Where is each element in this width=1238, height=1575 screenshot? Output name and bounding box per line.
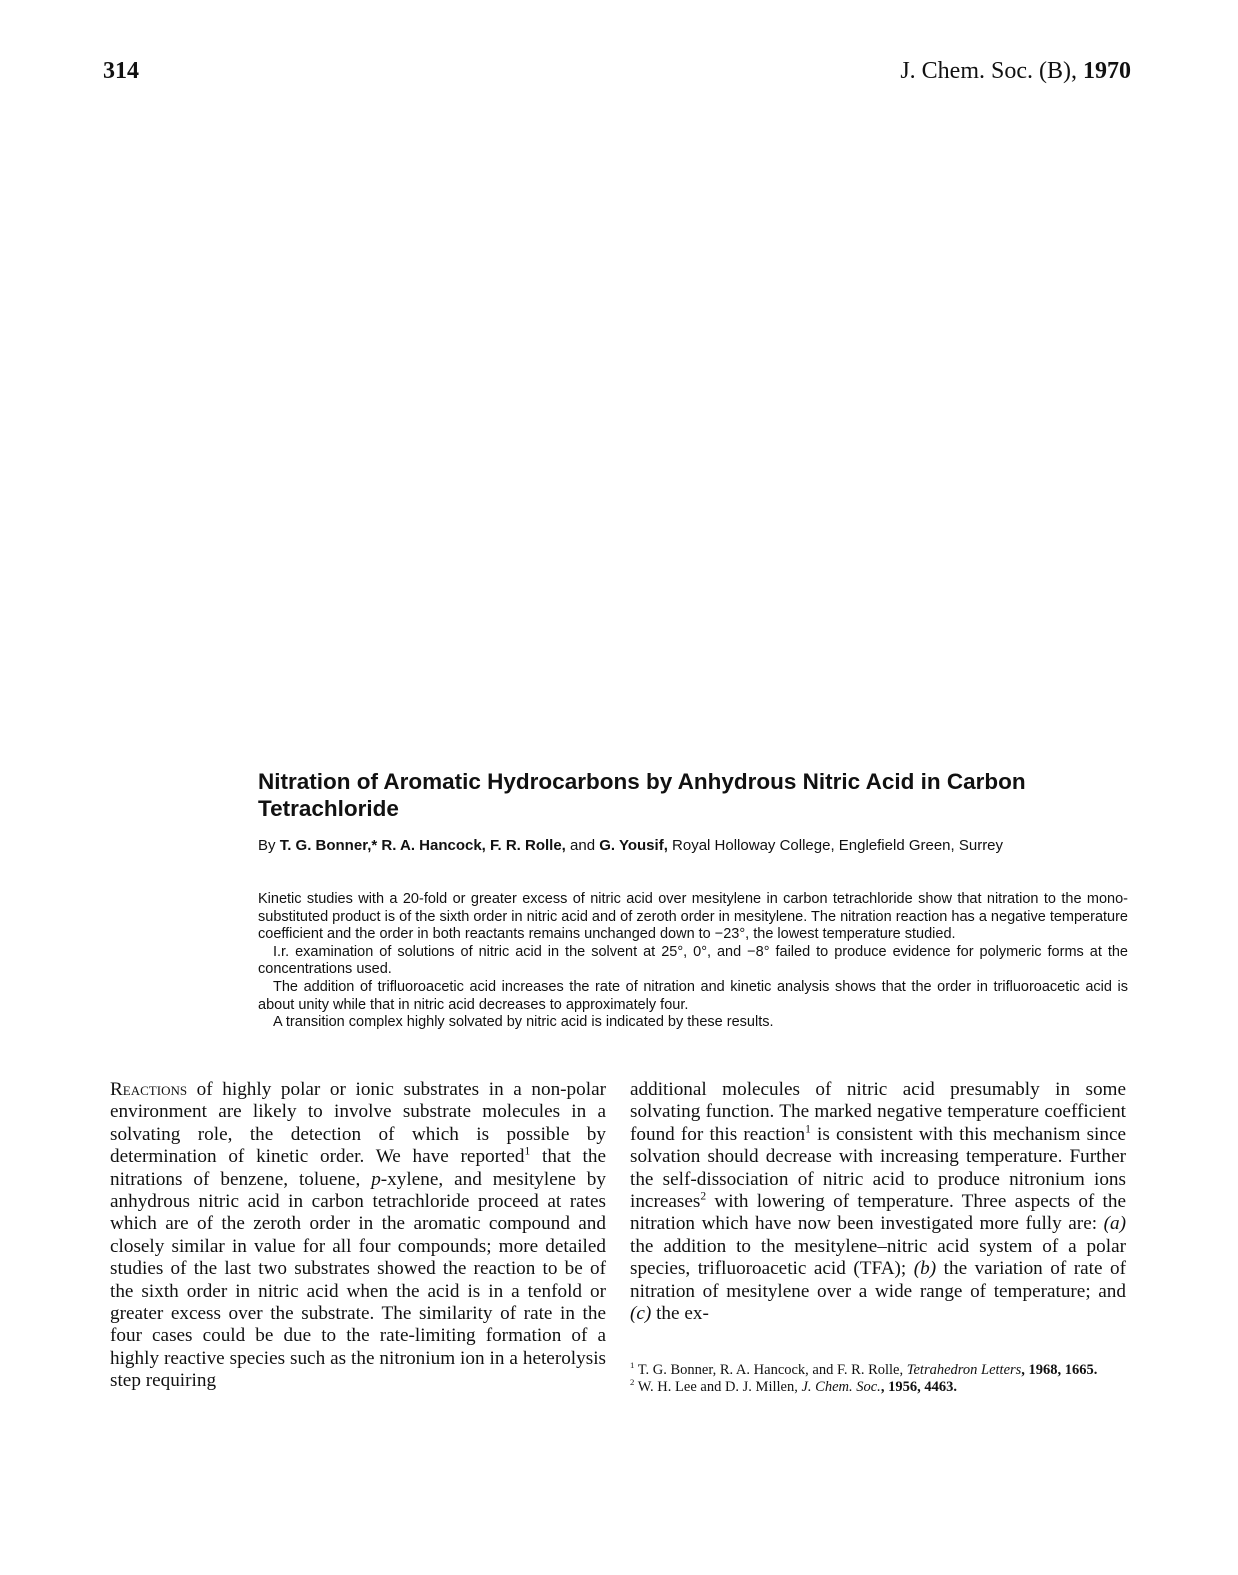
and-label: and bbox=[570, 837, 596, 854]
footnotes bbox=[630, 1362, 1126, 1396]
footnote bbox=[630, 1379, 1126, 1396]
footnote-journal: J. Chem. Soc. bbox=[801, 1379, 881, 1395]
reference-marker: 1 bbox=[805, 1123, 811, 1136]
author-line bbox=[258, 836, 1128, 855]
footnote bbox=[630, 1362, 1126, 1379]
body-text: additional molecules of nitric acid presumably in some solvating function. The marked negative temperature coefficient found for this reaction bbox=[630, 1079, 1126, 1145]
footnote-authors: T. G. Bonner, R. A. Hancock, and F. R. Rolle, bbox=[634, 1362, 907, 1378]
journal-name: J. Chem. Soc. (B), bbox=[900, 58, 1077, 84]
italic-text: (a) bbox=[1103, 1213, 1126, 1235]
reference-marker: 2 bbox=[700, 1190, 707, 1203]
body-text: is consistent with this mechanism since solvation should decrease with increasing temperature. Further the self-dissociation of nitric acid to produce nitronium ions increases bbox=[630, 1123, 1126, 1213]
lead-word: Reactions bbox=[110, 1079, 188, 1100]
body-column-left bbox=[110, 1079, 606, 1393]
body-paragraph bbox=[630, 1079, 1126, 1325]
article-title: Nitration of Aromatic Hydrocarbons by Anhydrous Nitric Acid in Carbon Tetrachloride bbox=[258, 769, 1026, 821]
italic-text: (c) bbox=[630, 1303, 652, 1325]
body-text: the addition to the mesitylene–nitric acid system of a polar species, trifluoroacetic acid (TFA); bbox=[630, 1235, 1126, 1280]
footnote-details: , 1956, 4463. bbox=[880, 1379, 957, 1395]
footnote-number: 2 bbox=[630, 1377, 635, 1388]
body-text: -xylene, and mesitylene by anhydrous nitric acid in carbon tetrachloride proceed at rates which are of the zeroth order in the aromatic compound and closely similar in value for all four compounds; more detailed studies of the last two substrates showed the reaction to be of the sixth order in nitric acid when the acid is in a tenfold or greater excess over the substrate. The similarity of rate in the four cases could be due to the rate-limiting formation of a highly reactive species such as the nitronium ion in a heterolysis step requiring bbox=[110, 1168, 606, 1392]
footnote-authors: W. H. Lee and D. J. Millen, bbox=[634, 1379, 802, 1395]
body-column-right bbox=[630, 1079, 1126, 1325]
italic-text: p bbox=[371, 1168, 381, 1190]
by-label: By bbox=[258, 837, 276, 854]
affiliation: Royal Holloway College, Englefield Green, Surrey bbox=[672, 837, 1004, 854]
italic-text: (b) bbox=[913, 1258, 937, 1280]
abstract-paragraph: A transition complex highly solvated by nitric acid is indicated by these results. bbox=[273, 1014, 774, 1031]
abstract-paragraph: Kinetic studies with a 20-fold or greater excess of nitric acid over mesitylene in carbon tetrachloride show that nitration to the mono-substituted product is of the sixth order in nitric acid and of zeroth order in mesitylene. The nitration reaction has a negative temperature coefficient and the order in both reactants remains unchanged down to −23°, the lowest temperature studied. bbox=[258, 891, 1128, 943]
page-number: 314 bbox=[103, 58, 139, 84]
journal-year: 1970 bbox=[1083, 58, 1131, 84]
footnote-journal: Tetrahedron Letters bbox=[906, 1362, 1022, 1378]
body-text: the variation of rate of nitration of mesitylene over a wide range of temperature; and bbox=[630, 1258, 1126, 1302]
body-text: with lowering of temperature. Three aspects of the nitration which have now been investigated more fully are: bbox=[630, 1191, 1126, 1235]
abstract-paragraph: I.r. examination of solutions of nitric acid in the solvent at 25°, 0°, and −8° failed to produce evidence for polymeric forms at the concentrations used. bbox=[258, 943, 1128, 978]
journal-reference bbox=[900, 58, 1131, 85]
body-text: the ex- bbox=[651, 1303, 709, 1325]
author-last: G. Yousif, bbox=[599, 837, 668, 854]
author-names: T. G. Bonner,* R. A. Hancock, F. R. Rolle, bbox=[279, 837, 566, 854]
reference-marker: 1 bbox=[524, 1145, 531, 1158]
body-text: of highly polar or ionic substrates in a non-polar environment are likely to involve substrate molecules in a solvating role, the detection of which is possible by determination of kinetic order. We have reported bbox=[110, 1079, 606, 1168]
footnote-details: , 1968, 1665. bbox=[1021, 1362, 1098, 1378]
abstract bbox=[258, 891, 1128, 1032]
body-paragraph bbox=[110, 1079, 606, 1393]
body-text: that the nitrations of benzene, toluene, bbox=[110, 1146, 606, 1190]
footnote-number: 1 bbox=[630, 1360, 635, 1371]
abstract-paragraph: The addition of trifluoroacetic acid increases the rate of nitration and kinetic analysis shows that the order in trifluoroacetic acid is about unity while that in nitric acid decreases to approximately four. bbox=[258, 978, 1128, 1013]
